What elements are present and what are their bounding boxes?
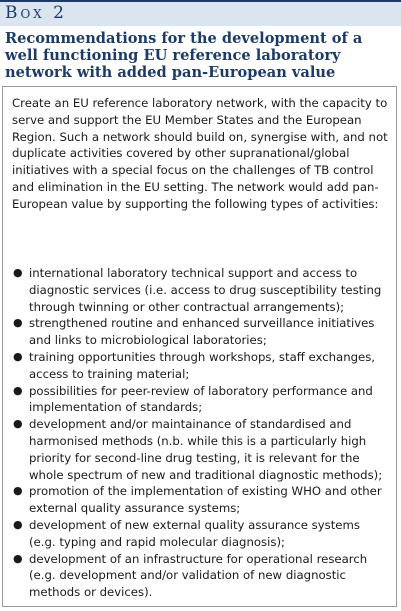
- list-item-text: development and/or maintainance of standardised and harmonised methods (n.b. while this is a particularly high priority for second-line drug testing, it is relevant for the whole spectrum of new and traditional diagnostic methods);: [29, 417, 383, 482]
- list-item-text: development of an infrastructure for operational research (e.g. development and/or validation of new diagnostic methods or devices).: [29, 551, 368, 600]
- content-box: [2, 86, 397, 607]
- list-item-text: possibilities for peer-review of laboratory performance and implementation of standards;: [29, 383, 373, 415]
- box-header-band: [0, 0, 401, 26]
- bullet-icon: ●: [13, 266, 23, 279]
- list-item: [12, 349, 390, 383]
- bullet-icon: ●: [13, 551, 23, 565]
- bullet-icon: ●: [13, 484, 23, 498]
- bullet-icon: ●: [13, 417, 23, 431]
- list-item-text: development of new external quality assurance systems (e.g. typing and rapid molecular diagnosis);: [29, 517, 360, 549]
- list-item: [12, 416, 390, 483]
- list-item: [12, 315, 390, 349]
- list-item-text: promotion of the implementation of existing WHO and other external quality assurance systems;: [29, 484, 382, 516]
- list-item-text: strengthened routine and enhanced surveillance initiatives and links to microbiological laboratories;: [29, 316, 375, 348]
- bullet-icon: ●: [13, 316, 23, 330]
- list-item: [12, 551, 390, 601]
- list-item: [12, 383, 390, 417]
- recommendation-list: [12, 265, 390, 601]
- list-item-text: international laboratory technical support and access to diagnostic services (i.e. access to drug susceptibility testing through twinning or other contractual arrangements);: [29, 266, 382, 314]
- bullet-icon: ●: [13, 517, 23, 531]
- box-label: Box 2: [5, 3, 67, 23]
- bullet-icon: ●: [13, 349, 23, 363]
- bullet-icon: ●: [13, 383, 23, 397]
- list-item: [12, 517, 390, 551]
- list-item-text: training opportunities through workshops, staff exchanges, access to training material;: [29, 349, 376, 381]
- list-item: [12, 265, 390, 315]
- list-item: [12, 483, 390, 517]
- box-title: Recommendations for the development of a well functioning EU reference laboratory network with added pan-European value: [5, 30, 363, 81]
- intro-paragraph: Create an EU reference laboratory network, with the capacity to serve and support the EU Member States and the European Region. Such a network should build on, synergise with, and not duplicate activities covered by other supranational/global initiatives with a special focus on the challenges of TB control and elimination in the EU setting. The network would add pan-European value by supporting the following types of activities:: [12, 96, 388, 211]
